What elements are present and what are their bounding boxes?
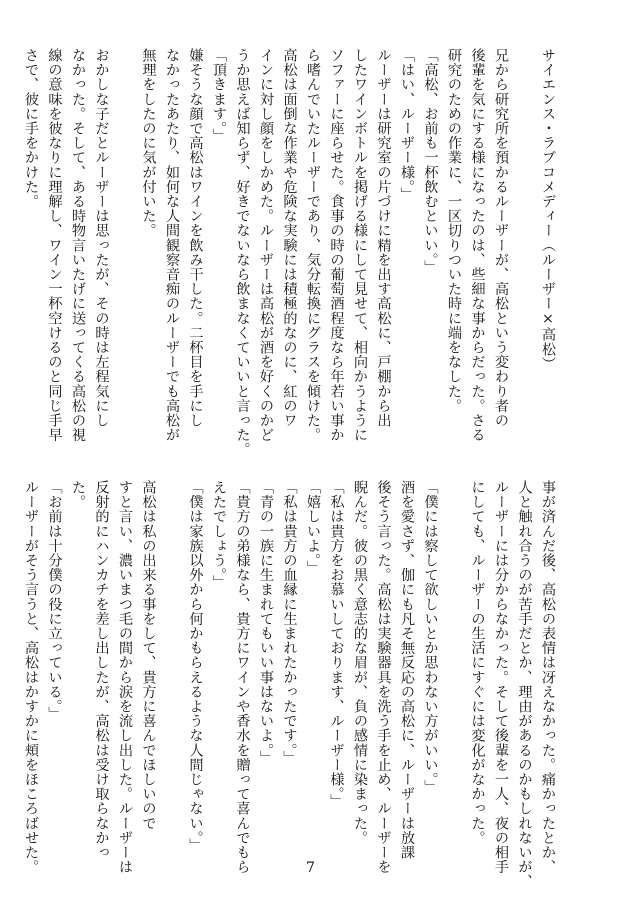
text-line: うか思えば知らず、好きでないなら飲まなくていいと言った。: [234, 48, 251, 457]
text-line: 「青の一族に生まれてもいい事はないよ。」: [258, 480, 274, 765]
text-line: 後輩を気にする様になったのは、些細な事からだった。さる: [469, 48, 486, 443]
text-line: 「私は貴方をお慕いしております、ルーザー様。」: [328, 480, 345, 809]
text-line: にしても、ルーザーの生活にすぐには変化がなかった。: [469, 480, 486, 845]
text-line: 「お前は十分僕の役に立っている。」: [46, 480, 63, 722]
page-number: 7: [306, 860, 315, 876]
text-line: なかったあたり、如何な人間観察音痴のルーザーでも高松が: [164, 48, 180, 443]
blank-line: [512, 48, 536, 420]
text-line: 高松は私の出来る事をして、貴方に喜んでほしいので: [140, 480, 157, 831]
text-line: 「僕には察して欲しいとか思わない方がいい。」: [422, 480, 439, 795]
text-line: 高松は面倒な作業や危険な実験には積極的なのに、紅のワ: [281, 48, 298, 428]
text-line: 人と触れ合うのが苦手だとか、理由があるのかもしれないが、: [516, 480, 533, 889]
text-line: た。: [70, 480, 86, 510]
text-line: 「私は貴方の血縁に生まれたかったです。」: [281, 480, 298, 765]
text-line: えたでしょう。」: [211, 480, 227, 590]
lower-text-block: [19, 480, 560, 889]
text-line: ら嗜んでいたルーザーであり、気分転換にグラスを傾けた。: [305, 48, 321, 443]
text-line: 「高松、お前も一杯飲むといい。」: [422, 48, 439, 275]
upper-text-block: [19, 48, 560, 457]
text-line: 「はい、ルーザー様。」: [399, 48, 415, 202]
text-line: 睨んだ。彼の黒く意志的な眉が、負の感情に染まった。: [352, 480, 368, 845]
text-line: ルーザーには分からなかった。そして後輩を一人、夜の相手: [493, 480, 509, 875]
blank-line: [160, 480, 184, 852]
text-line: ルーザーがそう言うと、高松はかすかに頬をほころばせた。: [23, 480, 39, 875]
story-title: サイエンス・ラブコメディー（ルーザー×高松）: [540, 48, 556, 371]
text-line: 「嬉しいよ。」: [305, 480, 321, 576]
text-line: ルーザーは研究室の片づけに精を出す高松に、戸棚から出: [375, 48, 392, 428]
text-line: なかった。そして、ある時物言いたげに送ってくる高松の視: [70, 48, 86, 443]
text-line: 事が済んだ後、高松の表情は冴えなかった。痛かったとか、: [540, 480, 556, 875]
text-line: 研究のための作業に、一区切りついた時に端をなした。: [446, 48, 462, 413]
text-line: 反射的にハンカチを差し出したが、高松は受け取らなかっ: [93, 480, 110, 860]
blank-line: [442, 480, 466, 852]
text-line: おかしな子だとルーザーは思ったが、その時は左程気にし: [93, 48, 110, 428]
text-line: 兄から研究所を預かるルーザーが、高松という変わり者の: [493, 48, 509, 428]
text-line: 嫌そうな顔で高松はワインを飲み干した。二杯目を手にし: [187, 48, 204, 428]
blank-line: [113, 48, 137, 420]
text-line: 「貴方の弟様なら、貴方にワインや香水を贈って喜んでもら: [234, 480, 251, 875]
text-line: 無理をしたのに気が付いた。: [140, 48, 157, 238]
text-line: さで、彼に手をかけた。: [23, 48, 39, 209]
text-line: インに対し顔をしかめた。ルーザーは高松が酒を好くのかど: [258, 48, 274, 443]
text-line: 後そう言った。高松は実験器具を洗う手を止め、ルーザーを: [375, 480, 392, 875]
text-line: すと言い、濃いまつ毛の間から涙を流し出した。ルーザーは: [117, 480, 133, 875]
text-line: 酒を愛さず、伽にも凡そ無反応の高松に、ルーザーは放課: [399, 480, 415, 860]
text-line: 線の意味を彼なりに理解し、ワイン一杯空けるのと同じ手早: [46, 48, 63, 443]
text-line: 「僕は家族以外から何かもらえるような人間じゃない。」: [187, 480, 204, 853]
text-line: したワインボトルを掲げる様にして見せて、相向かうように: [352, 48, 368, 443]
text-line: ソファーに座らせた。食事の時の葡萄酒程度なら年若い事か: [328, 48, 345, 443]
text-line: 「頂きます。」: [211, 48, 227, 144]
